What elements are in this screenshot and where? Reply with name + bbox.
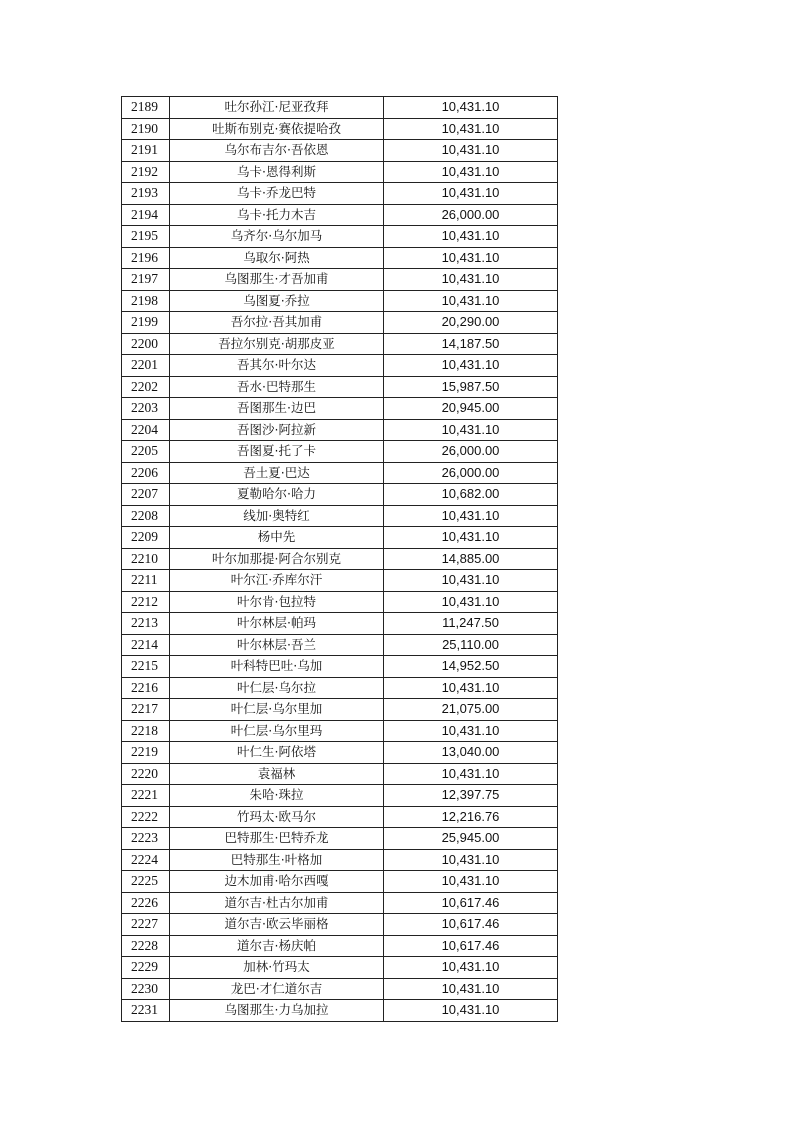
table-row: [122, 398, 558, 420]
name-cell: 龙巴·才仁道尔吉: [170, 978, 384, 1000]
name-cell: 叶尔加那提·阿合尔别克: [170, 548, 384, 570]
name-cell: 吾图那生·边巴: [170, 398, 384, 420]
amount-cell: 10,431.10: [384, 763, 558, 785]
name-cell: 叶仁层·乌尔拉: [170, 677, 384, 699]
amount-cell: 10,617.46: [384, 935, 558, 957]
table-row: [122, 1000, 558, 1022]
table-row: [122, 720, 558, 742]
name-cell: 吾图沙·阿拉新: [170, 419, 384, 441]
name-cell: 吾土夏·巴达: [170, 462, 384, 484]
row-number-cell: 2204: [122, 419, 170, 441]
row-number-cell: 2219: [122, 742, 170, 764]
name-cell: 乌齐尔·乌尔加马: [170, 226, 384, 248]
table-row: [122, 656, 558, 678]
row-number-cell: 2225: [122, 871, 170, 893]
table-row: [122, 828, 558, 850]
amount-cell: 10,431.10: [384, 118, 558, 140]
table-row: [122, 892, 558, 914]
name-cell: 叶仁层·乌尔里玛: [170, 720, 384, 742]
table-row: [122, 290, 558, 312]
name-cell: 叶仁生·阿依塔: [170, 742, 384, 764]
table-row: [122, 118, 558, 140]
row-number-cell: 2226: [122, 892, 170, 914]
name-cell: 吾尔拉·吾其加甫: [170, 312, 384, 334]
name-cell: 叶仁层·乌尔里加: [170, 699, 384, 721]
table-row: [122, 742, 558, 764]
payment-table: [121, 96, 558, 1022]
amount-cell: 25,945.00: [384, 828, 558, 850]
amount-cell: 10,431.10: [384, 1000, 558, 1022]
row-number-cell: 2195: [122, 226, 170, 248]
table-row: [122, 161, 558, 183]
amount-cell: 12,397.75: [384, 785, 558, 807]
amount-cell: 12,216.76: [384, 806, 558, 828]
row-number-cell: 2222: [122, 806, 170, 828]
table-row: [122, 140, 558, 162]
amount-cell: 11,247.50: [384, 613, 558, 635]
amount-cell: 21,075.00: [384, 699, 558, 721]
table-row: [122, 914, 558, 936]
payment-table-body: [122, 97, 558, 1022]
table-row: [122, 441, 558, 463]
name-cell: 叶科特巴吐·乌加: [170, 656, 384, 678]
name-cell: 道尔吉·欧云毕丽格: [170, 914, 384, 936]
table-row: [122, 634, 558, 656]
table-row: [122, 527, 558, 549]
name-cell: 叶尔林层·吾兰: [170, 634, 384, 656]
row-number-cell: 2213: [122, 613, 170, 635]
name-cell: 乌卡·恩得利斯: [170, 161, 384, 183]
amount-cell: 20,945.00: [384, 398, 558, 420]
amount-cell: 10,431.10: [384, 140, 558, 162]
amount-cell: 26,000.00: [384, 462, 558, 484]
amount-cell: 26,000.00: [384, 204, 558, 226]
amount-cell: 10,431.10: [384, 355, 558, 377]
table-row: [122, 247, 558, 269]
table-row: [122, 333, 558, 355]
name-cell: 乌尔布吉尔·吾依恩: [170, 140, 384, 162]
name-cell: 巴特那生·叶格加: [170, 849, 384, 871]
amount-cell: 10,431.10: [384, 570, 558, 592]
amount-cell: 10,431.10: [384, 871, 558, 893]
row-number-cell: 2207: [122, 484, 170, 506]
table-row: [122, 699, 558, 721]
table-row: [122, 935, 558, 957]
amount-cell: 10,431.10: [384, 290, 558, 312]
amount-cell: 15,987.50: [384, 376, 558, 398]
row-number-cell: 2231: [122, 1000, 170, 1022]
table-row: [122, 269, 558, 291]
table-row: [122, 376, 558, 398]
amount-cell: 10,431.10: [384, 591, 558, 613]
amount-cell: 10,431.10: [384, 505, 558, 527]
name-cell: 杨中先: [170, 527, 384, 549]
name-cell: 竹玛太·欧马尔: [170, 806, 384, 828]
amount-cell: 14,952.50: [384, 656, 558, 678]
amount-cell: 10,431.10: [384, 720, 558, 742]
table-row: [122, 484, 558, 506]
name-cell: 边木加甫·哈尔西嘎: [170, 871, 384, 893]
row-number-cell: 2206: [122, 462, 170, 484]
amount-cell: 10,617.46: [384, 914, 558, 936]
row-number-cell: 2202: [122, 376, 170, 398]
name-cell: 叶尔肯·包拉特: [170, 591, 384, 613]
amount-cell: 10,431.10: [384, 419, 558, 441]
table-row: [122, 785, 558, 807]
name-cell: 叶尔江·乔库尔汗: [170, 570, 384, 592]
table-row: [122, 978, 558, 1000]
table-row: [122, 462, 558, 484]
amount-cell: 25,110.00: [384, 634, 558, 656]
amount-cell: 10,431.10: [384, 269, 558, 291]
row-number-cell: 2223: [122, 828, 170, 850]
name-cell: 朱哈·珠拉: [170, 785, 384, 807]
row-number-cell: 2192: [122, 161, 170, 183]
amount-cell: 10,431.10: [384, 161, 558, 183]
row-number-cell: 2193: [122, 183, 170, 205]
row-number-cell: 2189: [122, 97, 170, 119]
row-number-cell: 2191: [122, 140, 170, 162]
row-number-cell: 2201: [122, 355, 170, 377]
amount-cell: 10,431.10: [384, 247, 558, 269]
row-number-cell: 2211: [122, 570, 170, 592]
name-cell: 吾拉尔别克·胡那皮亚: [170, 333, 384, 355]
table-row: [122, 763, 558, 785]
name-cell: 巴特那生·巴特乔龙: [170, 828, 384, 850]
amount-cell: 20,290.00: [384, 312, 558, 334]
amount-cell: 13,040.00: [384, 742, 558, 764]
row-number-cell: 2229: [122, 957, 170, 979]
table-row: [122, 183, 558, 205]
row-number-cell: 2216: [122, 677, 170, 699]
amount-cell: 10,431.10: [384, 978, 558, 1000]
row-number-cell: 2227: [122, 914, 170, 936]
amount-cell: 10,682.00: [384, 484, 558, 506]
amount-cell: 10,431.10: [384, 226, 558, 248]
row-number-cell: 2196: [122, 247, 170, 269]
table-row: [122, 548, 558, 570]
name-cell: 吐斯布别克·赛依提哈孜: [170, 118, 384, 140]
name-cell: 吾图夏·托了卡: [170, 441, 384, 463]
name-cell: 叶尔林层·帕玛: [170, 613, 384, 635]
amount-cell: 26,000.00: [384, 441, 558, 463]
name-cell: 袁福林: [170, 763, 384, 785]
table-row: [122, 97, 558, 119]
table-row: [122, 505, 558, 527]
row-number-cell: 2208: [122, 505, 170, 527]
name-cell: 吾水·巴特那生: [170, 376, 384, 398]
table-row: [122, 677, 558, 699]
row-number-cell: 2217: [122, 699, 170, 721]
table-row: [122, 204, 558, 226]
amount-cell: 10,431.10: [384, 527, 558, 549]
name-cell: 道尔吉·杜古尔加甫: [170, 892, 384, 914]
row-number-cell: 2209: [122, 527, 170, 549]
name-cell: 乌卡·托力木吉: [170, 204, 384, 226]
row-number-cell: 2214: [122, 634, 170, 656]
table-row: [122, 957, 558, 979]
row-number-cell: 2212: [122, 591, 170, 613]
table-row: [122, 613, 558, 635]
table-row: [122, 591, 558, 613]
amount-cell: 14,885.00: [384, 548, 558, 570]
row-number-cell: 2194: [122, 204, 170, 226]
amount-cell: 10,431.10: [384, 957, 558, 979]
amount-cell: 10,431.10: [384, 183, 558, 205]
row-number-cell: 2199: [122, 312, 170, 334]
row-number-cell: 2228: [122, 935, 170, 957]
row-number-cell: 2215: [122, 656, 170, 678]
amount-cell: 14,187.50: [384, 333, 558, 355]
amount-cell: 10,431.10: [384, 97, 558, 119]
table-row: [122, 312, 558, 334]
table-row: [122, 806, 558, 828]
row-number-cell: 2200: [122, 333, 170, 355]
name-cell: 乌取尔·阿热: [170, 247, 384, 269]
name-cell: 线加·奥特红: [170, 505, 384, 527]
row-number-cell: 2198: [122, 290, 170, 312]
amount-cell: 10,431.10: [384, 849, 558, 871]
row-number-cell: 2230: [122, 978, 170, 1000]
row-number-cell: 2203: [122, 398, 170, 420]
name-cell: 加林·竹玛太: [170, 957, 384, 979]
amount-cell: 10,431.10: [384, 677, 558, 699]
table-row: [122, 355, 558, 377]
table-row: [122, 570, 558, 592]
name-cell: 吾其尔·叶尔达: [170, 355, 384, 377]
row-number-cell: 2224: [122, 849, 170, 871]
name-cell: 乌图那生·力乌加拉: [170, 1000, 384, 1022]
row-number-cell: 2190: [122, 118, 170, 140]
row-number-cell: 2197: [122, 269, 170, 291]
amount-cell: 10,617.46: [384, 892, 558, 914]
name-cell: 道尔吉·杨庆帕: [170, 935, 384, 957]
table-row: [122, 849, 558, 871]
row-number-cell: 2221: [122, 785, 170, 807]
row-number-cell: 2220: [122, 763, 170, 785]
table-row: [122, 419, 558, 441]
row-number-cell: 2210: [122, 548, 170, 570]
row-number-cell: 2218: [122, 720, 170, 742]
name-cell: 乌卡·乔龙巴特: [170, 183, 384, 205]
name-cell: 夏勒哈尔·哈力: [170, 484, 384, 506]
name-cell: 乌图那生·才吾加甫: [170, 269, 384, 291]
table-row: [122, 226, 558, 248]
name-cell: 乌图夏·乔拉: [170, 290, 384, 312]
table-row: [122, 871, 558, 893]
row-number-cell: 2205: [122, 441, 170, 463]
name-cell: 吐尔孙江·尼亚孜拜: [170, 97, 384, 119]
